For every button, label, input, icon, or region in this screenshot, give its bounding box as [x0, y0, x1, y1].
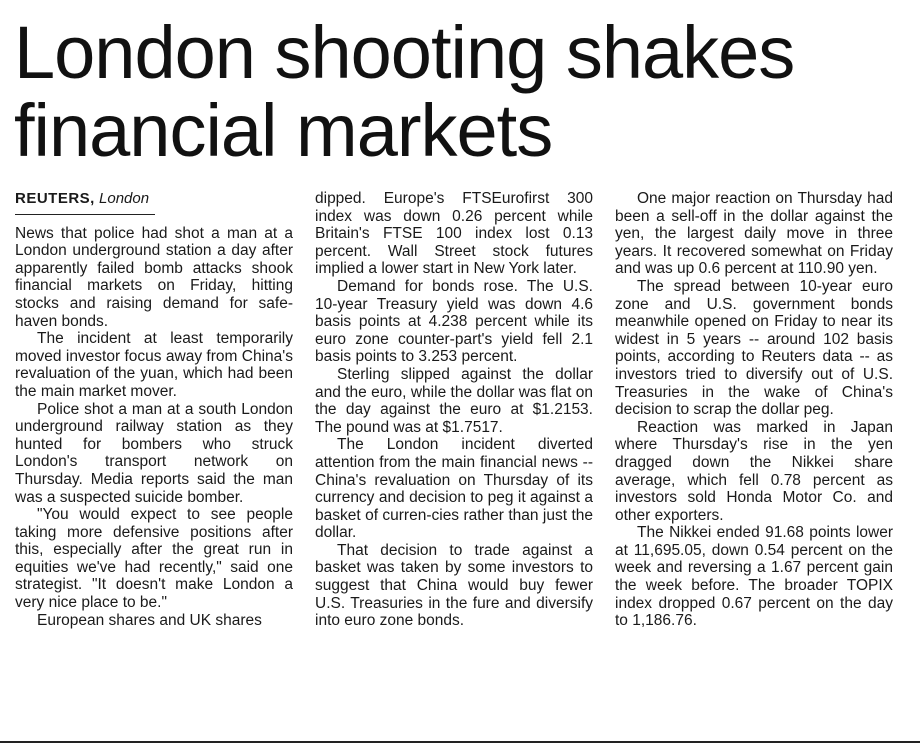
- paragraph: One major reaction on Thursday had been a sell-off in the dollar against the yen, the largest daily move in three years. It recovered somewhat on Friday and was up 0.6 percent at 110.90 yen.: [615, 190, 893, 278]
- paragraph: The Nikkei ended 91.68 points lower at 11,695.05, down 0.54 percent on the week and reversing a 1.67 percent gain the week before. The broader TOPIX index dropped 0.67 percent on the day to 1,186.76.: [615, 524, 893, 630]
- byline: [15, 190, 155, 215]
- paragraph: The London incident diverted attention from the main financial news -- China's revaluation on Thursday of its currency and decision to peg it against a basket of curren-cies rather than just the dollar.: [315, 436, 593, 542]
- byline-location: London: [99, 190, 150, 207]
- paragraph: Demand for bonds rose. The U.S. 10-year Treasury yield was down 4.6 basis points at 4.238 percent while its euro zone counter-part's yield fell 2.1 basis points to 3.253 percent.: [315, 277, 593, 366]
- column-3: [615, 190, 893, 730]
- paragraph: The incident at least temporarily moved investor focus away from China's revaluation of the yuan, which had been the main market mover.: [15, 330, 293, 400]
- column-1: [15, 190, 293, 730]
- headline: London shooting shakes financial markets: [14, 11, 795, 172]
- paragraph: Sterling slipped against the dollar and the euro, while the dollar was flat on the day against the euro at $1.2153. The pound was at $1.7517.: [315, 365, 593, 436]
- paragraph: That decision to trade against a basket was taken by some investors to suggest that China would buy fewer U.S. Treasuries in the fure and diversify into euro zone bonds.: [315, 541, 593, 630]
- paragraph: News that police had shot a man at a London underground station a day after apparently failed bomb attacks shook financial markets on Friday, hitting stocks and raising demand for safe-haven bonds.: [15, 224, 293, 330]
- paragraph: Police shot a man at a south London underground railway station as they hunted for bombers who struck London's transport network on Thursday. Media reports said the man was a suspected suicide bomber.: [15, 400, 293, 506]
- bottom-rule: [0, 741, 920, 743]
- article-body: [15, 190, 895, 730]
- column-2: [315, 190, 593, 730]
- paragraph: "You would expect to see people taking more defensive positions after this, especially after the great run in equities we've had recently," said one strategist. "It doesn't make London a very nice place to be.": [15, 506, 293, 612]
- paragraph: The spread between 10-year euro zone and U.S. government bonds meanwhile opened on Friday to near its widest in 5 years -- around 102 basis points, according to Reuters data -- as investors tried to diversify out of U.S. Treasuries in the wake of China's decision to scrap the dollar peg.: [615, 277, 893, 419]
- paragraph: Reaction was marked in Japan where Thursday's rise in the yen dragged down the Nikkei share average, which fell 0.78 percent as investors sold Honda Motor Co. and other exporters.: [615, 418, 893, 524]
- paragraph: European shares and UK shares: [37, 611, 262, 629]
- paragraph: dipped. Europe's FTSEurofirst 300 index was down 0.26 percent while Britain's FTSE 100 index lost 0.13 percent. Wall Street stock futures implied a lower start in New York later.: [315, 190, 593, 278]
- byline-agency: REUTERS,: [15, 190, 95, 207]
